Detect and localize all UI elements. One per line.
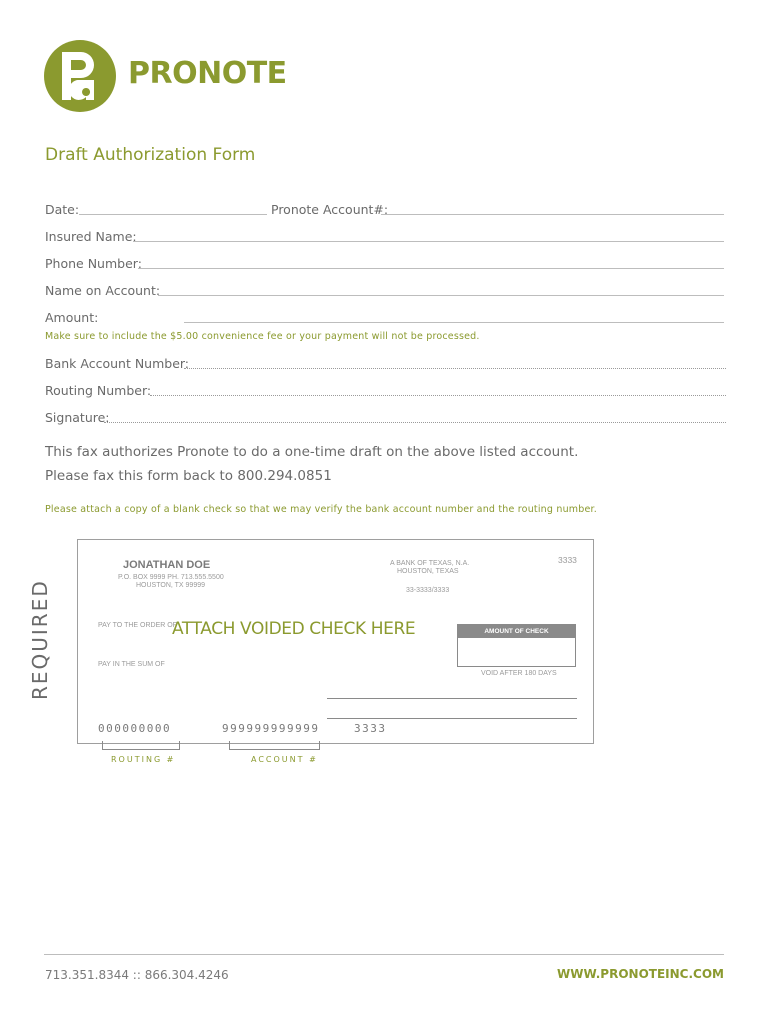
- account-label-under-check: ACCOUNT #: [251, 755, 318, 764]
- routing-number-field[interactable]: [150, 395, 726, 396]
- routing-number-label: Routing Number:: [45, 383, 152, 398]
- check-signature-line-1: [327, 698, 577, 699]
- pronote-logo-icon: [44, 40, 116, 112]
- phone-number-label: Phone Number:: [45, 256, 142, 271]
- required-label: REQUIRED: [28, 579, 52, 700]
- bank-account-label: Bank Account Number:: [45, 356, 190, 371]
- attach-check-note: Please attach a copy of a blank check so that we may verify the bank account number and the routing number.: [45, 504, 597, 515]
- bank-account-field[interactable]: [184, 368, 726, 369]
- form-title: Draft Authorization Form: [45, 145, 256, 165]
- phone-number-field[interactable]: [138, 268, 724, 269]
- name-on-account-label: Name on Account:: [45, 283, 161, 298]
- pay-to-label: PAY TO THE ORDER OF: [98, 622, 177, 629]
- footer-divider: [44, 954, 724, 955]
- check-bank-city: HOUSTON, TEXAS: [397, 568, 459, 575]
- signature-field[interactable]: [104, 422, 726, 423]
- authorization-text: This fax authorizes Pronote to do a one-time draft on the above listed account.: [45, 444, 579, 460]
- account-bracket: [229, 741, 320, 750]
- check-holder-address-1: P.O. BOX 9999 PH. 713.555.5500: [118, 574, 224, 581]
- brand-name: PRONOTE: [128, 56, 287, 91]
- routing-label: ROUTING #: [111, 755, 176, 764]
- name-on-account-field[interactable]: [158, 295, 724, 296]
- amount-label: Amount:: [45, 310, 99, 325]
- check-holder-name: JONATHAN DOE: [123, 559, 211, 571]
- check-fraction-code: 33-3333/3333: [406, 587, 450, 594]
- micr-routing-number: 000000000: [98, 722, 172, 735]
- footer-phone-numbers: 713.351.8344 :: 866.304.4246: [45, 968, 229, 982]
- account-field[interactable]: [381, 214, 724, 215]
- account-label: Pronote Account#:: [271, 202, 389, 217]
- check-bank-name: A BANK OF TEXAS, N.A.: [390, 560, 470, 567]
- check-holder-address-2: HOUSTON, TX 99999: [136, 582, 205, 589]
- amount-of-check-label: AMOUNT OF CHECK: [458, 625, 575, 638]
- sample-check[interactable]: [77, 539, 594, 744]
- pay-sum-label: PAY IN THE SUM OF: [98, 661, 165, 668]
- fax-back-text: Please fax this form back to 800.294.0851: [45, 468, 332, 484]
- attach-voided-check-text: ATTACH VOIDED CHECK HERE: [172, 619, 416, 639]
- insured-name-field[interactable]: [133, 241, 724, 242]
- check-signature-line-2: [327, 718, 577, 719]
- routing-bracket: [102, 741, 180, 750]
- micr-check-number: 3333: [354, 722, 387, 735]
- insured-name-label: Insured Name:: [45, 229, 137, 244]
- signature-label: Signature:: [45, 410, 110, 425]
- fee-note: Make sure to include the $5.00 convenience fee or your payment will not be processed.: [45, 331, 480, 342]
- date-label: Date:: [45, 202, 80, 217]
- amount-field[interactable]: [184, 322, 724, 323]
- amount-of-check-box[interactable]: [457, 624, 576, 667]
- check-number: 3333: [558, 555, 577, 565]
- micr-account-number: 999999999999: [222, 722, 320, 735]
- date-field[interactable]: [79, 214, 267, 215]
- footer-website-link[interactable]: WWW.PRONOTEINC.COM: [557, 967, 724, 981]
- void-note: VOID AFTER 180 DAYS: [481, 670, 557, 677]
